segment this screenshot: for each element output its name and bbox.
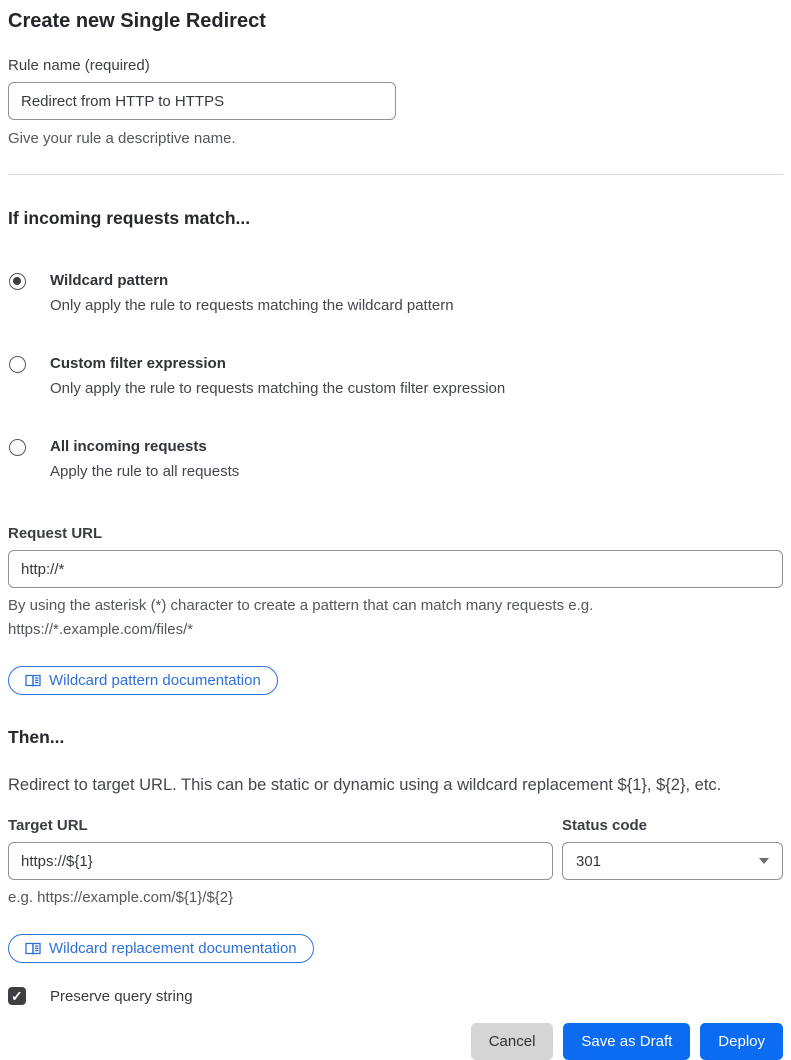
book-icon xyxy=(25,674,41,688)
deploy-button[interactable]: Deploy xyxy=(700,1023,783,1060)
radio-label: All incoming requests xyxy=(50,438,207,455)
preserve-query-string-label: Preserve query string xyxy=(50,987,193,1005)
rule-name-label: Rule name (required) xyxy=(8,57,150,74)
then-section-description: Redirect to target URL. This can be static or dynamic using a wildcard replacement ${1}, ${2}, etc. xyxy=(8,776,722,794)
checkbox-icon[interactable] xyxy=(8,987,26,1005)
target-url-label: Target URL xyxy=(8,817,88,834)
radio-icon[interactable] xyxy=(9,273,26,290)
match-section-heading: If incoming requests match... xyxy=(8,208,251,228)
cancel-button[interactable]: Cancel xyxy=(471,1023,554,1060)
wildcard-replacement-doc-button[interactable] xyxy=(8,934,314,963)
radio-icon[interactable] xyxy=(9,356,26,373)
radio-description: Only apply the rule to requests matching the custom filter expression xyxy=(50,380,506,397)
page-title: Create new Single Redirect xyxy=(8,10,266,32)
status-code-value: 301 xyxy=(576,852,602,870)
status-code-column xyxy=(562,795,783,880)
footer-actions xyxy=(8,1023,783,1060)
target-url-input[interactable] xyxy=(8,842,553,880)
request-url-helper-line1: By using the asterisk (*) character to create a pattern that can match many requests e.g. xyxy=(8,597,594,614)
radio-description: Apply the rule to all requests xyxy=(50,463,240,480)
radio-option-custom-filter[interactable] xyxy=(8,354,783,399)
chevron-down-icon xyxy=(759,858,769,864)
rule-name-helper: Give your rule a descriptive name. xyxy=(8,130,236,147)
preserve-query-string-row[interactable] xyxy=(8,987,783,1005)
radio-label: Custom filter expression xyxy=(50,355,226,372)
target-status-row xyxy=(8,795,783,880)
save-as-draft-button[interactable]: Save as Draft xyxy=(563,1023,690,1060)
rule-name-input[interactable] xyxy=(8,82,396,120)
radio-label: Wildcard pattern xyxy=(50,272,169,289)
request-url-label: Request URL xyxy=(8,525,103,542)
status-code-select[interactable] xyxy=(562,842,783,880)
target-url-column xyxy=(8,795,553,880)
book-icon xyxy=(25,942,41,956)
request-url-input[interactable] xyxy=(8,550,783,588)
target-url-helper: e.g. https://example.com/${1}/${2} xyxy=(8,889,234,906)
radio-description: Only apply the rule to requests matching the wildcard pattern xyxy=(50,297,454,314)
wildcard-pattern-doc-button[interactable] xyxy=(8,666,278,695)
doc-button-label: Wildcard pattern documentation xyxy=(49,672,261,689)
request-url-helper-line2: https://*.example.com/files/* xyxy=(8,621,194,638)
radio-option-all-requests[interactable] xyxy=(8,437,783,482)
status-code-label: Status code xyxy=(562,817,648,834)
then-section-heading: Then... xyxy=(8,727,65,747)
radio-icon[interactable] xyxy=(9,439,26,456)
request-url-helper xyxy=(8,594,783,642)
doc-button-label: Wildcard replacement documentation xyxy=(49,940,297,957)
match-type-radio-group xyxy=(8,271,783,482)
section-divider xyxy=(8,174,783,175)
radio-option-wildcard-pattern[interactable] xyxy=(8,271,783,316)
